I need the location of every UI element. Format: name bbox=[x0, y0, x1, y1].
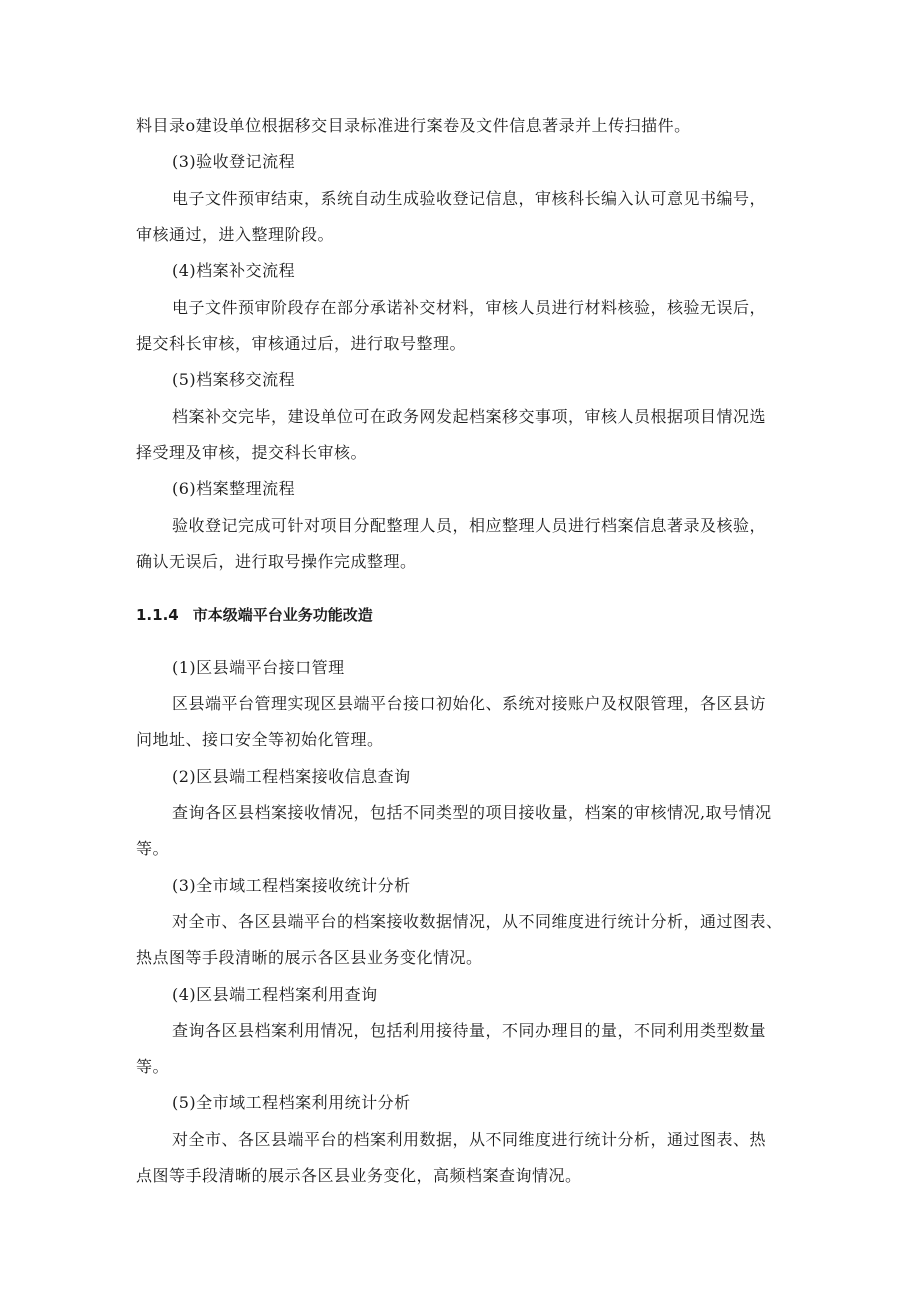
subsection-title-archive-transfer: (5)档案移交流程 bbox=[172, 370, 296, 389]
paragraph-line: 对全市、各区县端平台的档案接收数据情况，从不同维度进行统计分析，通过图表、 bbox=[172, 912, 783, 931]
subsection-title-utilization-statistics: (5)全市域工程档案利用统计分析 bbox=[172, 1093, 411, 1112]
subsection-title-archive-supplement: (4)档案补交流程 bbox=[172, 261, 296, 280]
subsection-title-receipt-query: (2)区县端工程档案接收信息查询 bbox=[172, 767, 411, 786]
paragraph-line: 审核通过，进入整理阶段。 bbox=[136, 225, 335, 244]
paragraph-line: 等。 bbox=[136, 1057, 170, 1076]
subsection-title-archive-organizing: (6)档案整理流程 bbox=[172, 479, 296, 498]
subsection-title-acceptance-registration: (3)验收登记流程 bbox=[172, 152, 296, 171]
subsection-title-interface-management: (1)区县端平台接口管理 bbox=[172, 658, 345, 677]
continuation-paragraph: 料目录o建设单位根据移交目录标准进行案卷及文件信息著录并上传扫描件。 bbox=[136, 116, 691, 135]
paragraph-line: 档案补交完毕，建设单位可在政务网发起档案移交事项，审核人员根据项目情况选 bbox=[172, 407, 767, 426]
paragraph-line: 对全市、各区县端平台的档案利用数据，从不同维度进行统计分析，通过图表、热 bbox=[172, 1130, 767, 1149]
paragraph-line: 提交科长审核，审核通过后，进行取号整理。 bbox=[136, 334, 467, 353]
paragraph-line: 查询各区县档案利用情况，包括利用接待量，不同办理目的量，不同利用类型数量 bbox=[172, 1021, 767, 1040]
paragraph-line: 验收登记完成可针对项目分配整理人员，相应整理人员进行档案信息著录及核验， bbox=[172, 516, 767, 535]
paragraph-line: 等。 bbox=[136, 839, 170, 858]
paragraph-line: 查询各区县档案接收情况，包括不同类型的项目接收量，档案的审核情况,取号情况 bbox=[172, 803, 772, 822]
paragraph-line: 电子文件预审结束，系统自动生成验收登记信息，审核科长编入认可意见书编号， bbox=[172, 189, 767, 208]
section-number: 1.1.4 bbox=[136, 606, 179, 624]
paragraph-line: 确认无误后，进行取号操作完成整理。 bbox=[136, 552, 417, 571]
paragraph-line: 电子文件预审阶段存在部分承诺补交材料，审核人员进行材料核验，核验无误后， bbox=[172, 298, 767, 317]
subsection-title-receipt-statistics: (3)全市域工程档案接收统计分析 bbox=[172, 876, 411, 895]
section-title: 市本级端平台业务功能改造 bbox=[192, 606, 373, 624]
paragraph-line: 点图等手段清晰的展示各区县业务变化，高频档案查询情况。 bbox=[136, 1166, 582, 1185]
section-heading bbox=[136, 605, 373, 625]
paragraph-line: 择受理及审核，提交科长审核。 bbox=[136, 443, 368, 462]
paragraph-line: 问地址、接口安全等初始化管理。 bbox=[136, 730, 384, 749]
paragraph-line: 热点图等手段清晰的展示各区县业务变化情况。 bbox=[136, 948, 483, 967]
subsection-title-utilization-query: (4)区县端工程档案利用查询 bbox=[172, 985, 378, 1004]
paragraph-line: 区县端平台管理实现区县端平台接口初始化、系统对接账户及权限管理，各区县访 bbox=[172, 694, 767, 713]
